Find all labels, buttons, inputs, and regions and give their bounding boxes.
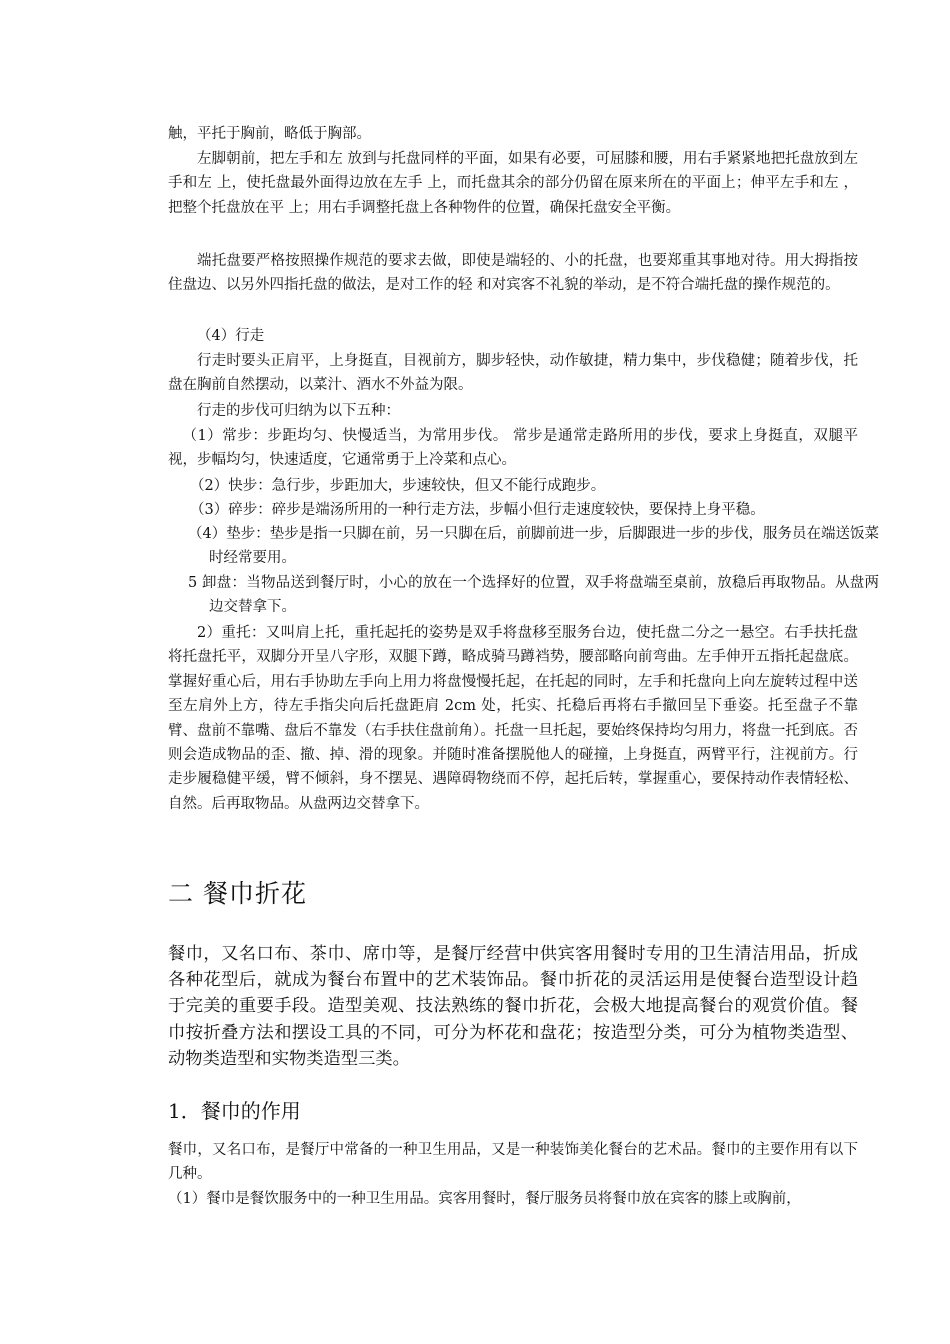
list-item-pad-step: （4）垫步：垫步是指一只脚在前，另一只脚在后，前脚前进一步，后脚跟进一步的步伐，服务员在端送饭菜时经常要用。 [188, 526, 880, 567]
paragraph-tray-hold: 触，平托于胸前，略低于胸部。 [168, 126, 371, 142]
paragraph-tray-placement: 左脚朝前，把左手和左 放到与托盘同样的平面，如果有必要，可屈膝和腰，用右手紧紧地把托盘放到左手和左 上，使托盘最外面得边放在左手 上，而托盘其余的部分仍留在原来所在的平面上；伸平左手和左 ，把整个托盘放在平 上；用右手调整托盘上各种物件的位置，确保托盘安全平衡。 [168, 151, 858, 216]
paragraph-napkin-intro: 餐巾，又名口布，是餐厅中常备的一种卫生用品，又是一种装饰美化餐台的艺术品。餐巾的主要作用有以下几种。 [168, 1142, 858, 1183]
paragraph-unloading: 5 卸盘：当物品送到餐厅时，小心的放在一个选择好的位置，双手将盘端至桌前，放稳后再取物品。从盘两边交替拿下。 [188, 575, 880, 616]
paragraph-tray-norms: 端托盘要严格按照操作规范的要求去做，即使是端轻的、小的托盘，也要郑重其事地对待。用大拇指按住盘边、以另外四指托盘的做法，是对工作的轻 和对宾客不礼貌的举动，是不符合端托盘的操作规范的。 [168, 253, 858, 294]
list-item-fast-step: （2）快步：急行步，步距加大，步速较快，但又不能行成跑步。 [190, 478, 606, 494]
subheading-walking: （4）行走 [197, 328, 265, 344]
list-item-normal-step: （1）常步：步距均匀、快慢适当，为常用步伐。 常步是通常走路所用的步伐，要求上身挺直，双腿平视，步幅均匀，快速适度，它通常勇于上冷菜和点心。 [168, 428, 858, 469]
list-item-small-step: （3）碎步：碎步是端汤所用的一种行走方法，步幅小但行走速度较快，要保持上身平稳。 [190, 502, 765, 518]
section-intro: 餐巾，又名口布、茶巾、席巾等，是餐厅经营中供宾客用餐时专用的卫生清洁用品，折成各种花型后，就成为餐台布置中的艺术装饰品。餐巾折花的灵活运用是使餐台造型设计趋于完美的重要手段。造型美观、技法熟练的餐巾折花，会极大地提高餐台的观赏价值。餐巾按折叠方法和摆设工具的不同，可分为杯花和盘花；按造型分类，可分为植物类造型、动物类造型和实物类造型三类。 [168, 944, 858, 1069]
paragraph-walking-steps-intro: 行走的步伐可归纳为以下五种： [197, 403, 400, 419]
paragraph-heavy-tray: 2）重托：又叫肩上托，重托起托的姿势是双手将盘移至服务台边，使托盘二分之一悬空。右手扶托盘将托盘托平，双脚分开呈八字形，双腿下蹲，略成骑马蹲裆势，腰部略向前弯曲。左手伸开五指托起盘底。掌握好重心后，用右手协助左手向上用力将盘慢慢托起，在托起的同时，左手和托盘向上向左旋转过程中送至左肩外上方，待左手指尖向后托盘距肩 2cm 处，托实、托稳后再将右手撤回呈下垂姿。托至盘子不靠臂、盘前不靠嘴、盘后不靠发（右手扶住盘前角）。托盘一旦托起，要始终保持均匀用力，将盘一托到底。否则会造成物品的歪、撤、掉、滑的现象。并随时准备摆脱他人的碰撞，上身挺直，两臂平行，注视前方。行走步履稳健平缓，臂不倾斜，身不摆晃、遇障碍物绕而不停，起托后转，掌握重心，要保持动作表情轻松、自然。后再取物品。从盘两边交替拿下。 [168, 625, 858, 812]
section-heading: 二 餐巾折花 [168, 879, 307, 908]
subsection-heading: 1．餐巾的作用 [168, 1099, 301, 1123]
paragraph-napkin-use-1: （1）餐巾是餐饮服务中的一种卫生用品。宾客用餐时，餐厅服务员将餐巾放在宾客的膝上或胸前， [168, 1191, 801, 1207]
paragraph-walking: 行走时要头正肩平，上身挺直，目视前方，脚步轻快，动作敏捷，精力集中，步伐稳健；随着步伐，托盘在胸前自然摆动，以菜汁、酒水不外益为限。 [168, 353, 858, 394]
